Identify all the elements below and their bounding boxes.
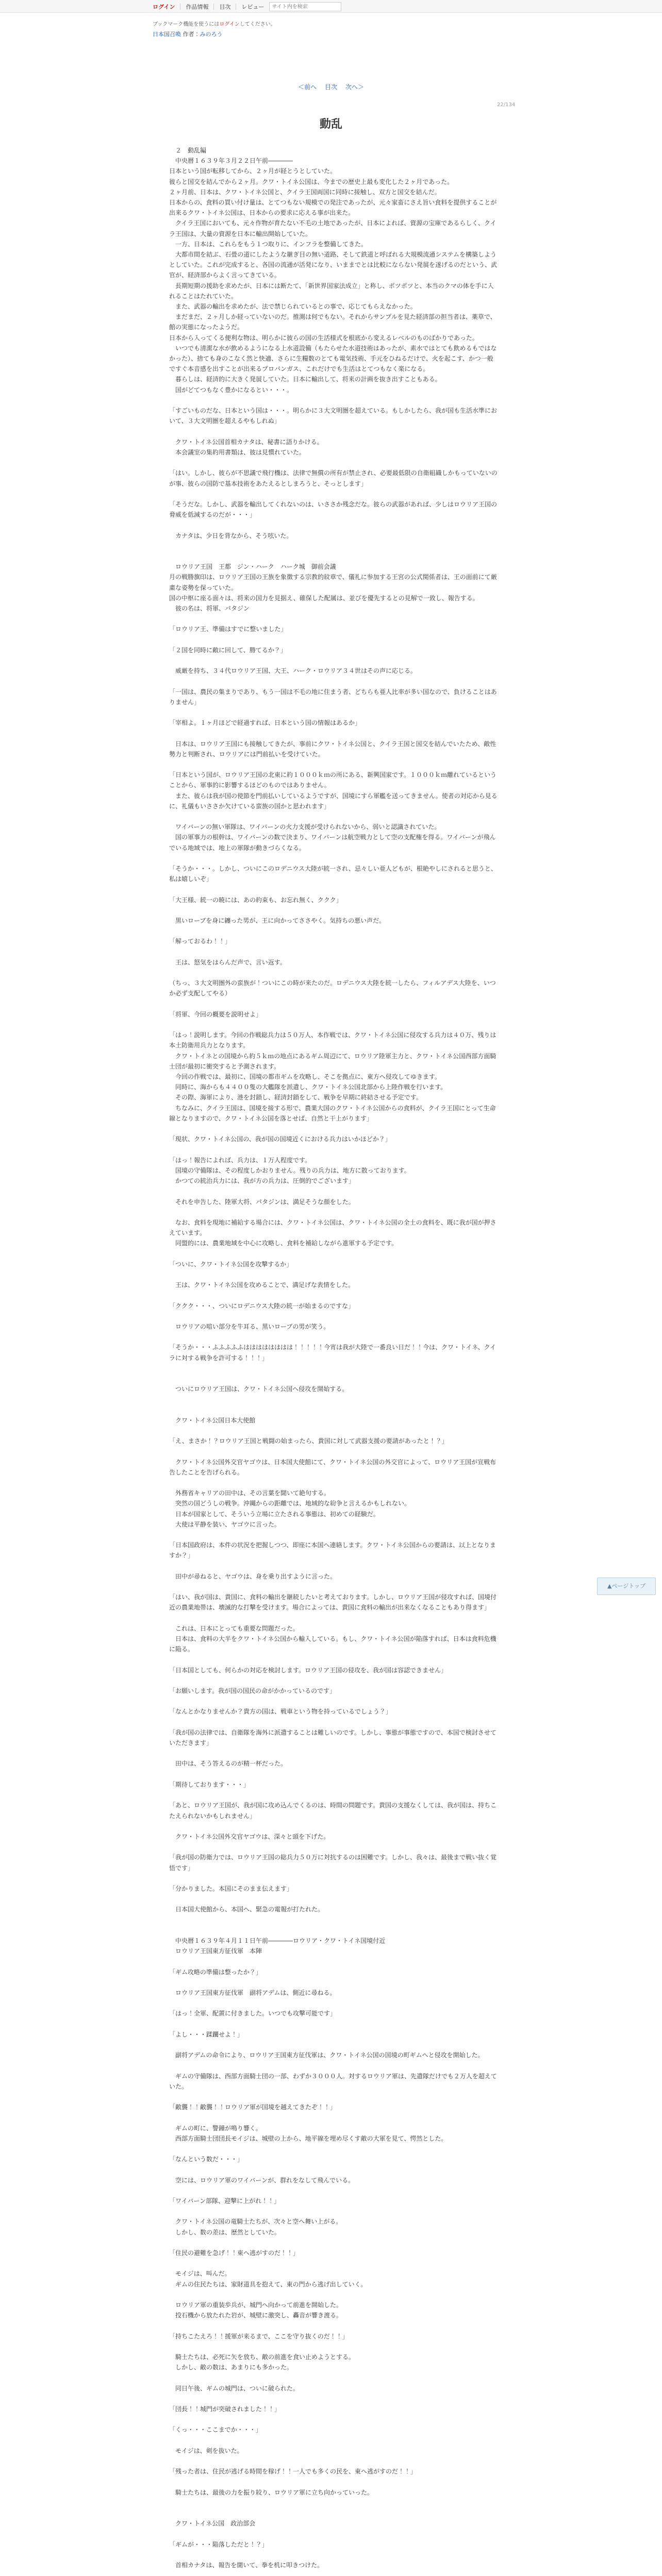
notice-suffix: してください。 bbox=[239, 22, 276, 27]
toc-link[interactable]: 目次 bbox=[324, 83, 337, 91]
top-nav bbox=[153, 2, 341, 11]
login-link[interactable]: ログイン bbox=[153, 4, 175, 10]
bookmark-notice bbox=[153, 20, 276, 27]
episode-title: 動乱 bbox=[319, 118, 342, 131]
novel-body: ２ 動乱編 中央暦１６３９年３月２２日午前―――― 日本という国が転移してから、２ヶ月が経とうとしていた。 彼らと国交を結んでから２ヶ月。クワ・トイネ公国は、今までの歴史上最も変化した２ヶ月であった。 ２ヶ月前、日本は、クワ・トイネ公国と、クイラ王国両国に同時に接触し、双方と国交を結んだ。 日本からの、食料の買い付け量は、とてつもない規模での発注であったが、元々家畜にさえ旨い食料を提供することが出来るクワ・トイネ公国は、日本からの要求に応える事が出来た。 クイラ王国においても、元々作物が育たない不毛の土地であったが、日本によれば、資源の宝庫であるらしく、クイラ王国は、大量の資源を日本に輸出開始していた。 一方、日本は、これらをもう１つ取りに、インフラを整備してきた。 大都市間を結ぶ、石畳の道にしたような継ぎ目の無い道路、そして鉄道と呼ばれる大規模流通システムを構築しようとしていた。これが完成すると、各国の流通が活発になり、いままでとは比較にならない発展を遂げるのだという、武官が、経済部からよく言ってきている。 長期短期の援助を求めたが、日本には断たて、「新世界国家法成立」と称し、ポツポツと、本当のクマの体を手に入れることはたれていた。 また、武器の輸出を求めたが、法で禁じられているとの事で、応じてもらえなかった。 まだまだ、２ヶ月しか経っていないのだ。推測は何でもない。それからサンプルを見た経済部の担当者は、薬草で、館の実態になったようだ。 日本から入ってくる便利な物は、明らかに彼らの国の生活様式を根底から変えるレベルのものばかりであった。 いつでも清潔な水が飲めるようになる上水道設備（もたらせた水道技術はあったが、素水ではとても飲めるもではなかった）、捨ても身のこなく然と快適、さらに生糧数のとても電気技術、手元をひねるだけで、火を起こす、かつ一般ですぐ本音感を出すことが出来るプロパンガス、これだけでも生活はとてつもなく楽になる。 暮らしは、経済的に大きく発展していた。日本に輸出して、将来の計画を抜き出すこともある。 国がどてつもなく豊かになるとい・・・。 「すごいものだな、日本という国は・・・。明らかに３大文明圏を超えている。もしかしたら、我が国も生活水準において、３大文明圏を超えるやもしれぬ」 クワ・トイネ公国首相カナタは、秘書に語りかける。 本会議室の集約用書類は、彼は見慣れていた。 「はい。しかし、彼らが不思議で飛行機は、法律で無償の所有が禁止され、必要最低限の自衛組織しかもっていないのが事、彼らの国防で基本技術をあたえるとしまろうと、そっとします」 「そうだな。しかし、武器を輸出してくれないのは、いささか残念だな。彼らの武器があれば、少しはロウリア王国の脅威を低減するのだが・・・」 カナタは、少日を背なから、そう呟いた。 ロウリア王国 王都 ジン・ハーク ハーク城 御前会議 月の戦勝旗印は、ロウリア王国の王族を象徴する宗教的紋章で、儀礼に参加する王宮の公式関係者は、王の面前にて厳粛な姿勢を保っていた。 国の中枢に座る面々は、将来の国力を見据え、確保した配属は、並びを優先するとの見解で一致し、報告する。 彼の名は、将軍、パタジン 「ロウリア王、準備はすでに整いました」 「２国を同時に敵に回して、勝てるか？」 威厳を持ち、３４代ロウリア王国、大王、ハーク・ロウリア３４世はその声に応じる。 「一国は、農民の集まりであり、もう一国は不毛の地に住まう者、どちらも亜人比率が多い国なので、負けることはありません」 「宰相よ。１ヶ月ほどで経過すれば、日本という国の情報はあるか」 日本は、ロウリア王国にも接触してきたが、事前にクワ・トイネ公国と、クイラ王国と国交を結んでいたため、敵性勢力と判断され、ロウリアには門前払いを受けていた。 「日本という国が、ロウリア王国の北東に約１０００ｋｍの所にある、新興国家です。１０００ｋｍ離れているということから、軍事的に影響するほどのものではありません。 また、彼らは我が国の使節を門前払いしているようですが、国境にすら軍艦を送ってきません。使者の対応から見るに、礼儀もいささか欠けている蛮族の国かと思われます」 ワイバーンの無い軍隊は、ワイバーンの火力支援が受けられないから、弱いと認識されていた。 国の軍事力の根幹は、ワイバーンの数で決まり、ワイバーンは航空戦力として空の支配権を得る。ワイバーンが飛んでいる地域では、地上の軍隊が動きづらくなる。 「そうか・・・。しかし、ついにこのロデニウス大陸が統一され、忌々しい亜人どもが、根絶やしにされると思うと、私は嬉しいぞ」 「大王様、統一の暁には、あの約束も、お忘れ無く、ククク」 黒いローブを身に纏った男が、王に向かってささやく。気持ちの悪い声だ。 「解っておるわ！！」 王は、怒気をはらんだ声で、言い返す。 （ちっ、３大文明圏外の蛮族が！ついにこの時が来たのだ。ロデニウス大陸を統一したら、フィルアデス大陸を、いつか必ず支配してやる） 「将軍、今回の概要を説明せよ」 「はっ！説明します。今回の作戦総兵力は５０万人、本作戦では、クワ・トイネ公国に侵攻する兵力は４０万、残りは本土防衛用兵力となります。 クワ・トイネとの国境から約５ｋｍの地点にあるギム周辺にて、ロウリア陸軍主力と、クワ・トイネ公国西部方面騎士団が最初に衝突すると予測されます。 今回の作戦では、最初に、国境の都市ギムを攻略し、そこを拠点に、東方へ侵攻してゆきます。 同時に、海からも４４００隻の大艦隊を派遣し、クワ・トイネ公国北部から上陸作戦を行います。 その際、海軍により、港を封鎖し、経済封鎖をして、戦争を早期に終結させる予定です。 ちなみに、クイラ王国は、国境を接する形で、農業大国のクワ・トイネ公国からの食料が、クイラ王国にとって生命線となりますので、クワ・トイネ公国を落とせば、自然と干上がります」 「現状、クワ・トイネ公国の、我が国の国境近くにおける兵力はいかほどか？」 「はっ！報告によれば、兵力は、１万人程度です。 国境の守備隊は、その程度しかおりません。残りの兵力は、地方に散っております。 かつての統治兵力には、我が方の兵力は、圧倒的でございます」 それを申告した、陸軍大将、パタジンは、満足そうな顔をした。 なお、食料を現地に補給する場合には、クワ・トイネ公国は、クワ・トイネ公国の全土の食料を、既に我が国が押さえています。 同盟的には、農業地域を中心に攻略し、食料を補給しながら進軍する予定です。 「ついに、クワ・トイネ公国を攻撃するか」 王は、クワ・トイネ公国を攻めることで、満足げな表情をした。 「ククク・・・、ついにロデニウス大陸の統一が始まるのですな」 ロウリアの暗い部分を牛耳る、黒いローブの男が笑う。 「そうか・・・ふふふふふはははははははは！！！！！今宵は我が大陸で一番良い日だ！！今は、クワ・トイネ、クイラに対する戦争を許可する！！！」 ついにロウリア王国は、クワ・トイネ公国へ侵攻を開始する。 クワ・トイネ公国日本大使館 「え、まさか！？ロウリア王国と戦闘の始まったら、貴国に対して武器支援の要請があったと！？」 クワ・トイネ公国外交官ヤゴウは、日本国大使館にて、クワ・トイネ公国の外交官によって、ロウリア王国が宣戦布告したことを告げられる。 外務省キャリアの田中は、その言葉を聞いて絶句する。 突然の国どうしの戦争。沖縄からの距離では、地域的な紛争と言えるかもしれない。 日本が国家として、そういう立場に立たされる事態は、初めての経験だ。 大使は平静を装い、ヤゴウに言った。 「日本国政府は、本件の状況を把握しつつ、即座に本国へ連絡します。クワ・トイネ公国からの要請は、以上となりますか？」 田中が尋ねると、ヤゴウは、身を乗り出すように言った。 「はい、我が国は、貴国に、食料の輸出を継続したいと考えております。しかし、ロウリア王国が侵攻すれば、国境付近の農業地帯は、壊滅的な打撃を受けます。場合によっては、貴国に食料の輸出が出来なくなることもあり得ます」 これは、日本にとっても重要な問題だった。 日本は、食料の大半をクワ・トイネ公国から輸入している。もし、クワ・トイネ公国が陥落すれば、日本は食料危機に陥る。 「日本国としても、何らかの対応を検討します。ロウリア王国の侵攻を、我が国は容認できません」 「お願いします。我が国の国民の命がかかっているのです」 「なんとかなりませんか？貴方の国は、戦車という物を持っているでしょう？」 「我が国の法律では、自衛隊を海外に派遣することは難しいのです。しかし、事態が事態ですので、本国で検討させていただきます」 田中は、そう答えるのが精一杯だった。 「期待しております・・・」 「あと、ロウリア王国が、我が国に攻め込んでくるのは、時間の問題です。貴国の支援なくしては、我が国は、持ちこたえられないかもしれません」 クワ・トイネ公国外交官ヤゴウは、深々と頭を下げた。 「我が国の防衛力では、ロウリア王国の総兵力５０万に対抗するのは困難です。しかし、我々は、最後まで戦い抜く覚悟です」 「分かりました。本国にそのまま伝えます」 日本国大使館から、本国へ、緊急の電報が打たれた。 中央暦１６３９年４月１１日午前――――ロウリア・クワ・トイネ国境付近 ロウリア王国東方征伐軍 本陣 「ギム攻略の準備は整ったか？」 ロウリア王国東方征伐軍 副将アデムは、側近に尋ねる。 「はっ！全軍、配置に付きました。いつでも攻撃可能です」 「よし・・・蹂躙せよ！」 副将アデムの命令により、ロウリア王国東方征伐軍は、クワ・トイネ公国の国境の町ギムへと侵攻を開始した。 ギムの守備隊は、西部方面騎士団の一部、わずか３０００人。対するロウリア軍は、先遣隊だけでも２万人を超えていた。 「敵襲！！敵襲！！ロウリア軍が国境を越えてきたぞ！！」 ギムの町に、警鐘が鳴り響く。 西部方面騎士団団長モイジは、城壁の上から、地平線を埋め尽くす敵の大軍を見て、愕然とした。 「なんという数だ・・・」 空には、ロウリア軍のワイバーンが、群れをなして飛んでいる。 「ワイバーン部隊、迎撃に上がれ！！」 クワ・トイネ公国の竜騎士たちが、次々と空へ舞い上がる。 しかし、数の差は、歴然としていた。 「住民の避難を急げ！！東へ逃がすのだ！！」 モイジは、叫んだ。 ギムの住民たちは、家財道具を抱えて、東の門から逃げ出していく。 ロウリア軍の重装歩兵が、城門へ向かって前進を開始した。 投石機から放たれた岩が、城壁に激突し、轟音が響き渡る。 「持ちこたえろ！！援軍が来るまで、ここを守り抜くのだ！！」 騎士たちは、必死に矢を放ち、敵の前進を食い止めようとする。 しかし、敵の数は、あまりにも多かった。 同日午後、ギムの城門は、ついに破られた。 「団長！！城門が突破されました！！」 「くっ・・・ここまでか・・・」 モイジは、剣を抜いた。 「残った者は、住民が逃げる時間を稼げ！！一人でも多くの民を、東へ逃がすのだ！！」 騎士たちは、最後の力を振り絞り、ロウリア軍に立ち向かっていった。 クワ・トイネ公国 政治部会 「ギムが・・・陥落しただと！？」 首相カナタは、報告を聞いて、拳を机に叩きつけた。 bbox=[169, 147, 498, 2569]
nav-toc[interactable]: 目次 bbox=[219, 4, 231, 10]
side-menu-label: ▲ページトップ bbox=[607, 1583, 646, 1589]
breadcrumb bbox=[153, 30, 223, 38]
nav-review[interactable]: レビュー bbox=[241, 4, 264, 10]
search-input[interactable] bbox=[269, 2, 341, 11]
next-link[interactable]: 次へ＞ bbox=[345, 83, 364, 91]
prev-link[interactable]: ＜前へ bbox=[298, 83, 317, 91]
nav-work-info[interactable]: 作品情報 bbox=[186, 4, 209, 10]
author-label: 作者： bbox=[183, 31, 200, 38]
page-number: 22/134 bbox=[497, 102, 516, 108]
work-title-link[interactable]: 日本国召喚 bbox=[153, 31, 181, 38]
notice-login-link[interactable]: ログイン bbox=[219, 22, 240, 27]
nav-divider bbox=[213, 4, 214, 10]
pager-top bbox=[0, 82, 662, 91]
notice-prefix: ブックマーク機能を使うには bbox=[153, 22, 220, 27]
side-menu-button[interactable] bbox=[597, 1578, 656, 1595]
author-link[interactable]: みのろう bbox=[200, 31, 223, 38]
top-bar bbox=[0, 0, 662, 13]
